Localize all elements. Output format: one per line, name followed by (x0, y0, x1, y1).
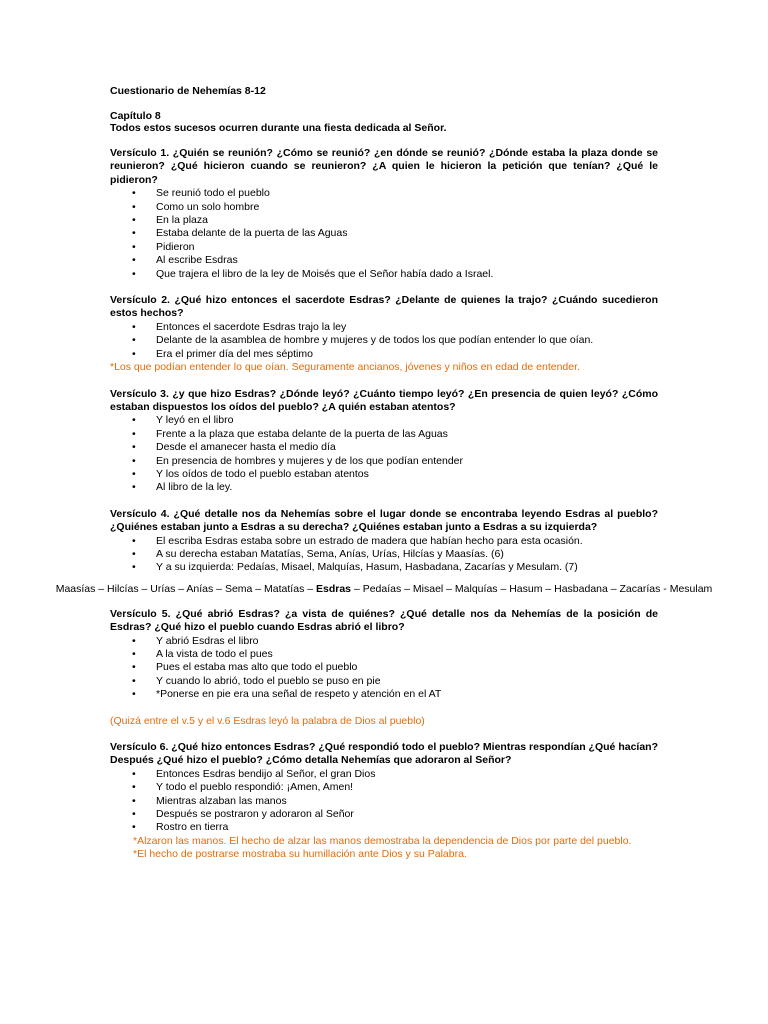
list-item: • Pidieron (110, 241, 658, 254)
list-item: • Y todo el pueblo respondió: ¡Amen, Amen! (110, 781, 658, 794)
list-item: • Pues el estaba mas alto que todo el pueblo (110, 661, 658, 674)
list-item: • En la plaza (110, 214, 658, 227)
verse-5-note: (Quizá entre el v.5 y el v.6 Esdras leyó la palabra de Dios al pueblo) (110, 714, 425, 727)
verse-3-block (110, 388, 658, 495)
list-item: • Como un solo hombre (110, 201, 658, 214)
list-item: • Desde el amanecer hasta el medio día (110, 441, 658, 454)
verse-6-question: Versículo 6. ¿Qué hizo entonces Esdras? ¿Qué respondió todo el pueblo? Mientras respondían ¿Qué hacían? Después ¿Qué hizo el pueblo? ¿Cómo detalla Nehemías que adoraron al Señor? (110, 741, 658, 767)
list-item: • Entonces el sacerdote Esdras trajo la ley (110, 321, 658, 334)
document-body (110, 85, 658, 862)
list-item: • Rostro en tierra (110, 821, 658, 834)
verse-5-question: Versículo 5. ¿Qué abrió Esdras? ¿a vista de quiénes? ¿Qué detalle nos da Nehemías de la posición de Esdras? ¿Qué hizo el pueblo cuando Esdras abrió el libro? (110, 607, 658, 634)
verse-6-note-2: *El hecho de postrarse mostraba su humillación ante Dios y su Palabra. (133, 848, 467, 861)
verse-1-block (110, 147, 658, 281)
page-title: Cuestionario de Nehemías 8-12 (110, 85, 266, 97)
spacer (110, 702, 658, 715)
list-item: • En presencia de hombres y mujeres y de los que podían entender (110, 455, 658, 468)
list-item: • Estaba delante de la puerta de las Aguas (110, 227, 658, 240)
list-item: • Frente a la plaza que estaba delante de la puerta de las Aguas (110, 428, 658, 441)
center-name: Esdras (316, 583, 352, 595)
list-item: • Y leyó en el libro (110, 414, 658, 427)
list-item: • *Ponerse en pie era una señal de respeto y atención en el AT (110, 688, 658, 701)
verse-5-block (110, 608, 658, 728)
verse-3-question: Versículo 3. ¿y que hizo Esdras? ¿Dónde leyó? ¿Cuánto tiempo leyó? ¿En presencia de quien leyó? ¿Cómo estaban dispuestos los oídos del pueblo? ¿A quién estaban atentos? (110, 387, 658, 413)
verse-1-question: Versículo 1. ¿Quién se reunión? ¿Cómo se reunió? ¿en dónde se reunió? ¿Dónde estaba la plaza donde se reunieron? ¿Qué hicieron cuando se reunieron? ¿A quien le hicieron la petición que tenían? ¿Qué le pidieron? (110, 147, 658, 186)
list-item: • Se reunió todo el pueblo (110, 187, 658, 200)
verse-3-answers (110, 414, 658, 494)
list-item: • Al escribe Esdras (110, 254, 658, 267)
list-item: • A su derecha estaban Matatías, Sema, Anías, Urías, Hilcías y Maasías. (6) (110, 548, 658, 561)
list-item: • El escriba Esdras estaba sobre un estrado de madera que habían hecho para esta ocasión. (110, 535, 658, 548)
list-item: • Después se postraron y adoraron al Señor (110, 808, 658, 821)
list-item: • Y los oídos de todo el pueblo estaban atentos (110, 468, 658, 481)
verse-1-answers (110, 187, 658, 281)
list-item: • Mientras alzaban las manos (110, 795, 658, 808)
list-item: • Entonces Esdras bendijo al Señor, el gran Dios (110, 768, 658, 781)
left-side-names: Maasías – Hilcías – Urías – Anías – Sema – Matatías – (55, 583, 316, 595)
list-item: • Y abrió Esdras el libro (110, 635, 658, 648)
verse-2-question: Versículo 2. ¿Qué hizo entonces el sacerdote Esdras? ¿Delante de quienes la trajo? ¿Cuándo sucedieron estos hechos? (110, 294, 658, 320)
verse-4-block (110, 508, 658, 575)
verse-6-note-1: *Alzaron las manos. El hecho de alzar las manos demostraba la dependencia de Dios por parte del pueblo. (133, 834, 632, 847)
verse-2-block (110, 294, 658, 374)
verse-2-answers (110, 321, 658, 361)
right-side-names: – Pedaías – Misael – Malquías – Hasum – Hasbadana – Zacarías - Mesulam (351, 583, 713, 595)
list-item: • Al libro de la ley. (110, 481, 658, 494)
verse-6-block (110, 741, 658, 862)
list-item: • Y a su izquierda: Pedaías, Misael, Malquías, Hasum, Hasbadana, Zacarías y Mesulam. (7) (110, 561, 658, 574)
chapter-intro: Todos estos sucesos ocurren durante una fiesta dedicada al Señor. (110, 122, 447, 134)
verse-4-question: Versículo 4. ¿Qué detalle nos da Nehemías sobre el lugar donde se encontraba leyendo Esdras al pueblo? ¿Quiénes estaban junto a Esdras a su derecha? ¿Quiénes estaban junto a Esdras a su izquierda? (110, 507, 658, 534)
verse-6-answers (110, 768, 658, 835)
verse-2-note: *Los que podían entender lo que oían. Seguramente ancianos, jóvenes y niños en edad de entender. (110, 361, 580, 374)
list-item: • Y cuando lo abrió, todo el pueblo se puso en pie (110, 675, 658, 688)
list-item: • Que trajera el libro de la ley de Moisés que el Señor había dado a Israel. (110, 268, 658, 281)
list-item: • Delante de la asamblea de hombre y mujeres y de todos los que podían entender lo que oían. (110, 334, 658, 347)
verse-4-answers (110, 535, 658, 575)
verse-5-answers (110, 635, 658, 702)
list-item: • A la vista de todo el pues (110, 648, 658, 661)
list-item: • Era el primer día del mes séptimo (110, 348, 658, 361)
platform-order-line (0, 583, 768, 596)
chapter-heading: Capítulo 8 (110, 110, 161, 122)
